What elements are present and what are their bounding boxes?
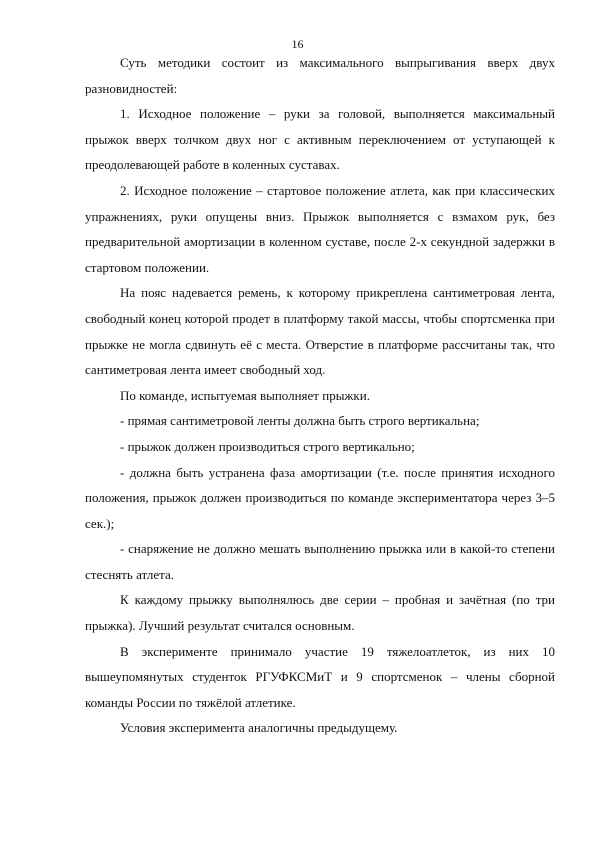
paragraph-participants: В эксперименте принимало участие 19 тяжелоатлеток, из них 10 вышеупомянутых студенток РГУФКСМиТ и 9 спортсменок – члены сборной команды России по тяжёлой атлетике. (85, 643, 555, 710)
paragraph-method-summary: Суть методики состоит из максимального выпрыгивания вверх двух разновидностей: (85, 55, 555, 96)
paragraph-variant-1: 1. Исходное положение – руки за головой, выполняется максимальный прыжок вверх толчком двух ног с активным переключением от уступающей к преодолевающей работе в коленных суставах. (85, 106, 555, 173)
list-item-equipment: - снаряжение не должно мешать выполнению прыжка или в какой-то степени стеснять атлета. (85, 541, 555, 582)
list-item-amortization: - должна быть устранена фаза амортизации (т.е. после принятия исходного положения, прыжок должен производиться по команде экспериментатора через 3–5 сек.); (85, 464, 555, 531)
document-body (85, 50, 555, 741)
paragraph-conditions: Условия эксперимента аналогичны предыдущему. (120, 720, 398, 736)
page-number: 16 (291, 37, 304, 51)
list-item-jump-vertical: - прыжок должен производиться строго вертикально; (120, 438, 415, 454)
paragraph-belt-setup: На пояс надевается ремень, к которому прикреплена сантиметровая лента, свободный конец которой продет в платформу такой массы, чтобы спортсменка при прыжке не могла сдвинуть её с места. Отверстие в платформе рассчитаны так, что сантиметровая лента имеет свободный ход. (85, 285, 555, 378)
paragraph-command: По команде, испытуемая выполняет прыжки. (120, 387, 370, 403)
paragraph-variant-2: 2. Исходное положение – стартовое положение атлета, как при классических упражнениях, руки опущены вниз. Прыжок выполняется с взмахом рук, без предварительной амортизации в коленном суставе, после 2-х секундной задержки в стартовом положении. (85, 182, 555, 275)
paragraph-series: К каждому прыжку выполнялюсь две серии – пробная и зачётная (по три прыжка). Лучший результат считался основным. (85, 592, 555, 634)
list-item-tape-vertical: - прямая сантиметровой ленты должна быть строго вертикальна; (120, 413, 480, 429)
